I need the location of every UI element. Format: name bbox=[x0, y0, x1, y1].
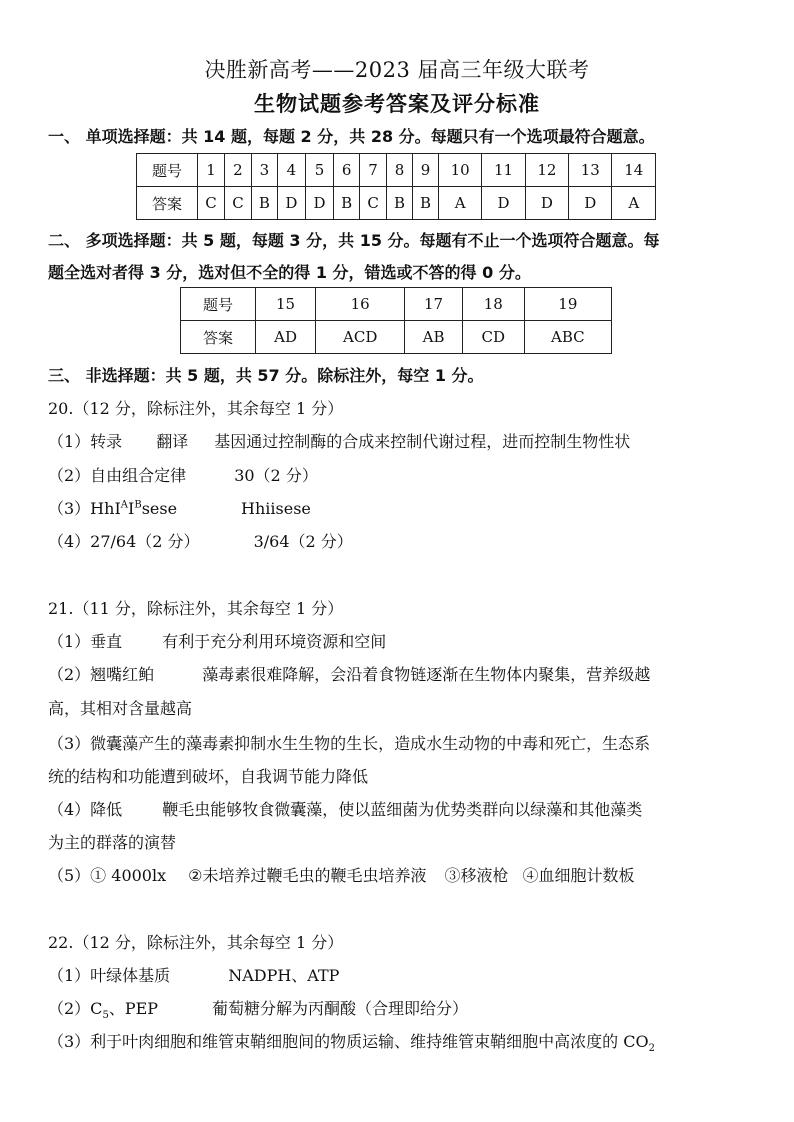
single-choice-answer-cell: D bbox=[306, 187, 334, 220]
single-choice-question-number: 9 bbox=[413, 154, 439, 187]
q21-5-d: ④血细胞计数板 bbox=[522, 866, 635, 885]
q21-1-b: 有利于充分利用环境资源和空间 bbox=[162, 632, 387, 651]
single-choice-answer-cell: C bbox=[224, 187, 251, 220]
single-choice-answer-cell: D bbox=[277, 187, 305, 220]
single-choice-question-number: 10 bbox=[438, 154, 481, 187]
single-choice-answer-cell: D bbox=[482, 187, 525, 220]
q20-answer-4 bbox=[48, 529, 353, 552]
single-choice-question-number: 8 bbox=[387, 154, 413, 187]
table-row-answers bbox=[181, 321, 612, 354]
q20-answer-1 bbox=[48, 429, 630, 452]
multi-choice-question-number: 15 bbox=[256, 288, 316, 321]
single-choice-question-number: 5 bbox=[306, 154, 334, 187]
single-choice-answer-cell: B bbox=[251, 187, 277, 220]
single-choice-answer-cell: D bbox=[569, 187, 612, 220]
answer-key-title: 生物试题参考答案及评分标准 bbox=[254, 92, 540, 116]
multi-choice-answer-cell: AB bbox=[405, 321, 463, 354]
row-label-answer: 答案 bbox=[181, 321, 256, 354]
q21-4-a: （4）降低 bbox=[48, 800, 123, 819]
q21-answer-2-cont: 高，其相对含量越高 bbox=[48, 699, 193, 718]
q21-answer-3-cont: 统的结构和功能遭到破坏，自我调节能力降低 bbox=[48, 767, 369, 786]
q21-answer-1 bbox=[48, 629, 386, 652]
q22-header: 22.（12 分，除标注外，其余每空 1 分） bbox=[48, 933, 344, 952]
q20-4-b: 3/64（2 分） bbox=[253, 532, 353, 551]
single-choice-answer-cell: A bbox=[438, 187, 481, 220]
single-choice-question-number: 12 bbox=[525, 154, 568, 187]
single-choice-question-number: 3 bbox=[251, 154, 277, 187]
q21-1-a: （1）垂直 bbox=[48, 632, 123, 651]
multi-choice-question-number: 19 bbox=[524, 288, 611, 321]
single-choice-answer-cell: A bbox=[612, 187, 656, 220]
q21-2-a: （2）翘嘴红鲌 bbox=[48, 665, 155, 684]
multi-choice-answer-table bbox=[180, 287, 612, 354]
section2-heading-line1: 二、 多项选择题：共 5 题，每题 3 分，共 15 分。每题有不止一个选项符合题意。每 bbox=[48, 231, 660, 250]
q21-2-b: 藻毒素很难降解，会沿着食物链逐渐在生物体内聚集，营养级越 bbox=[202, 665, 651, 684]
q22-2-a: $(2)C_5$、PEP bbox=[48, 999, 159, 1022]
q21-5-c: ③移液枪 bbox=[444, 866, 509, 885]
row-label-question: 题号 bbox=[137, 154, 198, 187]
q20-3-b: Hhiisese bbox=[241, 499, 311, 518]
q22-answer-1 bbox=[48, 963, 339, 986]
multi-choice-answer-cell: ABC bbox=[524, 321, 611, 354]
q21-answer-3: （3）微囊藻产生的藻毒素抑制水生生物的生长，造成水生动物的中毒和死亡，生态系 bbox=[48, 734, 651, 753]
section2-heading-line2: 题全选对者得 3 分，选对但不全的得 1 分，错选或不答的得 0 分。 bbox=[48, 263, 531, 282]
q20-3-a: $(3)HhI^AI^Bsese$ bbox=[48, 499, 178, 518]
q22-1-a: （1）叶绿体基质 bbox=[48, 966, 171, 985]
section3-heading: 三、 非选择题：共 5 题，共 57 分。除标注外，每空 1 分。 bbox=[48, 366, 484, 385]
q20-4-a: （4）27/64（2 分） bbox=[48, 532, 200, 551]
q21-answer-4 bbox=[48, 797, 642, 820]
single-choice-answer-cell: C bbox=[360, 187, 387, 220]
q20-answer-3 bbox=[48, 496, 311, 519]
q22-2-b: 葡萄糖分解为丙酮酸（合理即给分） bbox=[212, 999, 469, 1018]
multi-choice-question-number: 16 bbox=[316, 288, 405, 321]
q21-answer-5 bbox=[48, 863, 635, 886]
single-choice-answer-cell: B bbox=[387, 187, 413, 220]
multi-choice-question-number: 17 bbox=[405, 288, 463, 321]
q20-1-a: （1）转录 bbox=[48, 432, 123, 451]
q20-2-b: 30（2 分） bbox=[234, 466, 318, 485]
exam-title: 决胜新高考——2023 届高三年级大联考 bbox=[204, 58, 590, 82]
multi-choice-answer-cell: AD bbox=[256, 321, 316, 354]
row-label-question: 题号 bbox=[181, 288, 256, 321]
table-row-answers bbox=[137, 187, 656, 220]
q21-5-a: （5）① 4000lx bbox=[48, 866, 167, 885]
multi-choice-answer-cell: ACD bbox=[316, 321, 405, 354]
q21-4-b: 鞭毛虫能够牧食微囊藻，使以蓝细菌为优势类群向以绿藻和其他藻类 bbox=[162, 800, 643, 819]
q20-2-a: （2）自由组合定律 bbox=[48, 466, 187, 485]
single-choice-question-number: 13 bbox=[569, 154, 612, 187]
single-choice-answer-cell: B bbox=[334, 187, 360, 220]
single-choice-question-number: 1 bbox=[198, 154, 225, 187]
single-choice-question-number: 11 bbox=[482, 154, 525, 187]
table-row-numbers bbox=[137, 154, 656, 187]
q20-1-b: 翻译 bbox=[156, 432, 189, 451]
multi-choice-answer-cell: CD bbox=[462, 321, 524, 354]
q22-1-b: NADPH、ATP bbox=[228, 966, 340, 985]
single-choice-question-number: 14 bbox=[612, 154, 656, 187]
single-choice-answer-cell: B bbox=[413, 187, 439, 220]
q22-answer-3: （3）利于叶肉细胞和维管束鞘细胞间的物质运输、维持维管束鞘细胞中高浓度的 $CO_2$ bbox=[48, 1032, 656, 1055]
section1-heading: 一、 单项选择题：共 14 题，每题 2 分，共 28 分。每题只有一个选项最符合题意。 bbox=[48, 127, 655, 146]
q21-answer-2 bbox=[48, 662, 650, 685]
q21-header: 21.（11 分，除标注外，其余每空 1 分） bbox=[48, 599, 344, 618]
multi-choice-question-number: 18 bbox=[462, 288, 524, 321]
q21-5-b: ②未培养过鞭毛虫的鞭毛虫培养液 bbox=[188, 866, 427, 885]
q20-header: 20.（12 分，除标注外，其余每空 1 分） bbox=[48, 399, 344, 418]
single-choice-question-number: 2 bbox=[224, 154, 251, 187]
table-row-numbers bbox=[181, 288, 612, 321]
q20-1-c: 基因通过控制酶的合成来控制代谢过程，进而控制生物性状 bbox=[214, 432, 631, 451]
single-choice-question-number: 4 bbox=[277, 154, 305, 187]
row-label-answer: 答案 bbox=[137, 187, 198, 220]
single-choice-answer-cell: D bbox=[525, 187, 568, 220]
q21-answer-4-cont: 为主的群落的演替 bbox=[48, 833, 177, 852]
q22-answer-2 bbox=[48, 996, 469, 1022]
single-choice-question-number: 6 bbox=[334, 154, 360, 187]
q20-answer-2 bbox=[48, 463, 318, 486]
single-choice-question-number: 7 bbox=[360, 154, 387, 187]
single-choice-answer-table bbox=[136, 153, 656, 220]
single-choice-answer-cell: C bbox=[198, 187, 225, 220]
